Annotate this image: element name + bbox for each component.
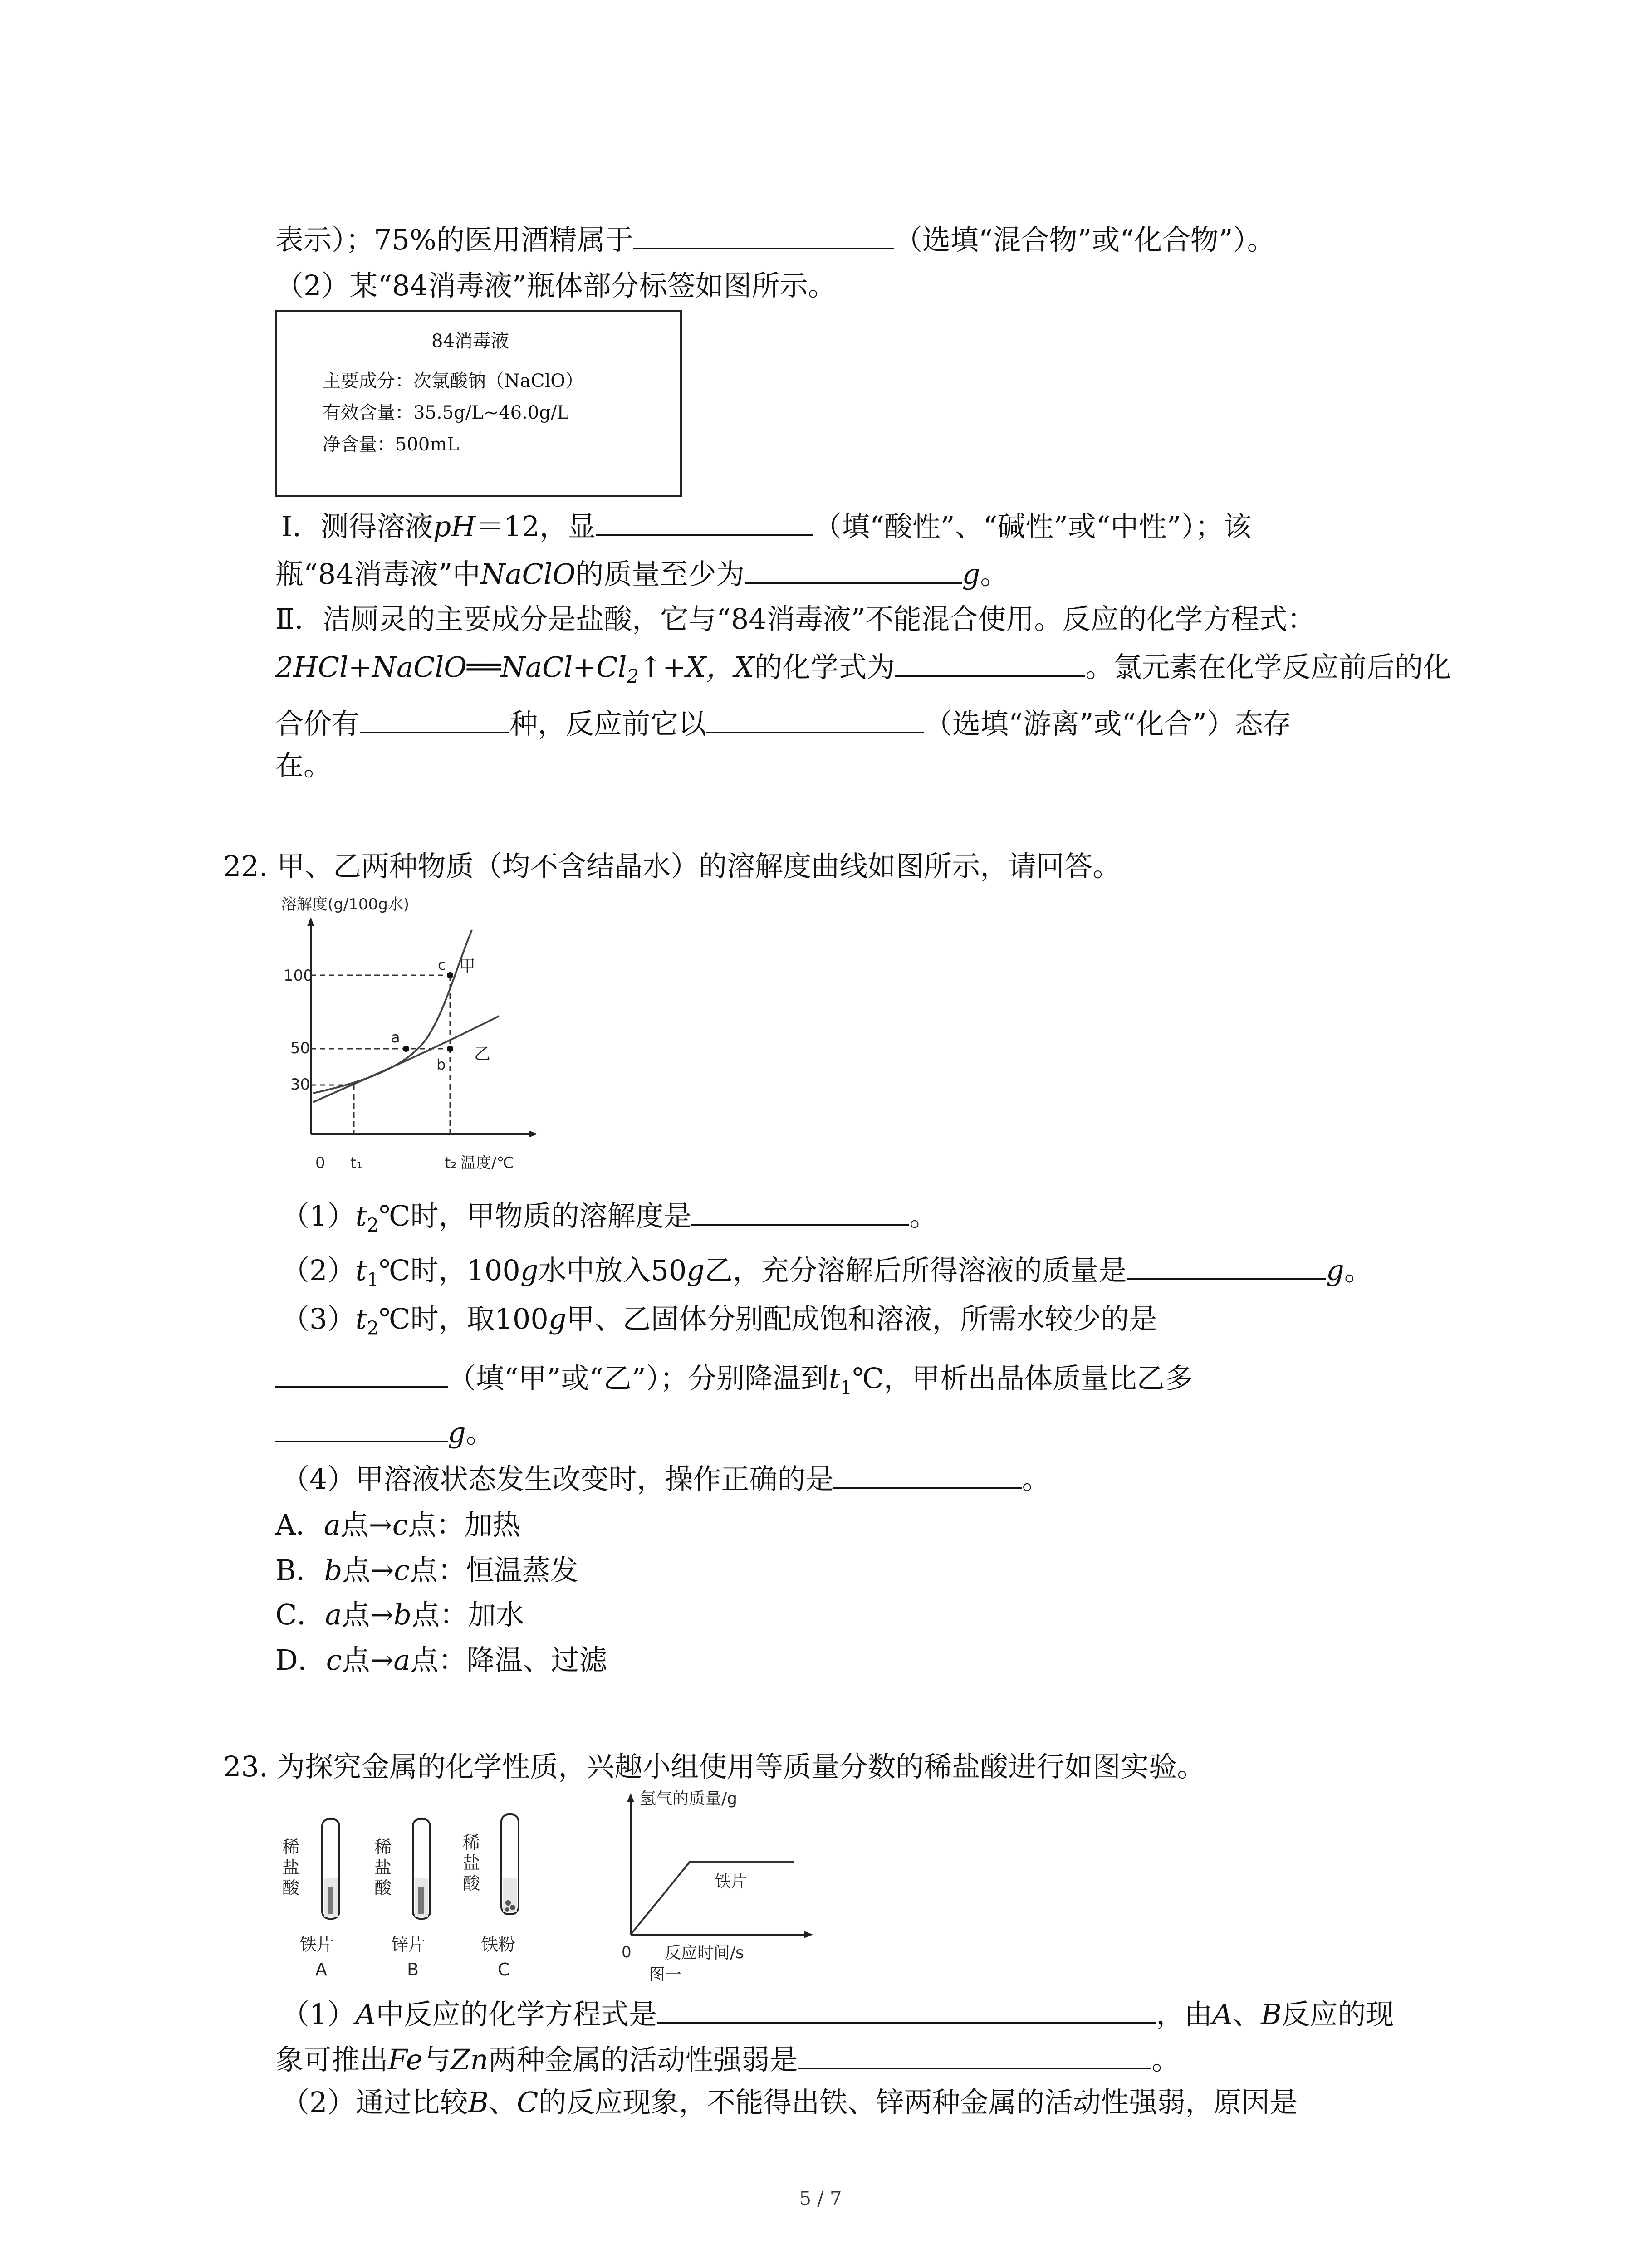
test-tubes-figure — [272, 1810, 544, 1991]
answer-blank[interactable] — [360, 705, 509, 733]
q22-part-4: （4）甲溶液状态发生改变时，操作正确的是 。 — [281, 1461, 1050, 1497]
answer-blank[interactable] — [633, 221, 894, 249]
graph-caption: 图一 — [649, 1965, 682, 1984]
svg-text:盐: 盐 — [374, 1857, 392, 1877]
series-iron-sheet — [631, 1862, 794, 1935]
svg-text:酸: 酸 — [463, 1873, 480, 1893]
iron-sheet — [328, 1887, 333, 1914]
point-c — [447, 972, 453, 978]
q21-part-ii-line-3: 合价有 种，反应前它以 （选填“游离”或“化合”）态存 — [275, 705, 1291, 742]
q22-stem: 22. 甲、乙两种物质（均不含结晶水）的溶解度曲线如图所示，请回答。 — [223, 850, 1121, 883]
tube-b-label: 锌片 — [391, 1935, 426, 1955]
q21-line-1: 表示）；75%的医用酒精属于 （选填“混合物”或“化合物”）。 — [275, 221, 1275, 258]
answer-blank[interactable] — [275, 1360, 448, 1388]
graph-origin: 0 — [622, 1943, 632, 1961]
q22-part-3-line-2: （填“甲”或“乙”）；分别降温到$t_1℃$，甲析出晶体质量比乙多 — [275, 1360, 1193, 1406]
chart-xlabel: 温度/℃ — [460, 1154, 514, 1172]
q22-part-2: $(2)t_1℃$时，100g水中放入50g乙，充分溶解后所得溶液的质量是 g。 — [281, 1252, 1372, 1298]
q22-option-a[interactable]: A．a点→c点：加热 — [275, 1508, 521, 1541]
tick-t2: t₂ — [445, 1154, 457, 1172]
point-a — [403, 1046, 409, 1052]
q21-part-ii-line-2: $2HCl+NaClO══NaCl+Cl_2↑+X$，X的化学式为 。氯元素在化学反应前后的化 — [275, 649, 1451, 694]
label-b: b — [436, 1056, 446, 1073]
tick-30: 30 — [290, 1075, 310, 1094]
graph-ylabel: 氢气的质量/g — [640, 1789, 737, 1808]
q23-part-1-line-2: 象可推出Fe与Zn两种金属的活动性强弱是 。 — [275, 2041, 1180, 2078]
tube-c-label: 铁粉 — [481, 1935, 516, 1955]
answer-blank[interactable] — [706, 705, 924, 733]
svg-text:盐: 盐 — [463, 1853, 480, 1873]
tick-t1: t₁ — [350, 1154, 362, 1172]
tube-a — [282, 1819, 339, 1980]
q21-line-2: （2）某“84消毒液”瓶体部分标签如图所示。 — [275, 269, 836, 302]
answer-blank[interactable] — [691, 1198, 909, 1226]
q22-part-3-line-1: $(3)t_2℃$时，取100g甲、乙固体分别配成饱和溶液，所需水较少的是 — [281, 1302, 1157, 1339]
q22-part-1: $(1)t_2℃$时，甲物质的溶解度是 。 — [281, 1198, 937, 1243]
q23-part-1-line-1: （1）A中反应的化学方程式是 ，由A、B反应的现 — [281, 1996, 1394, 2033]
tick-100: 100 — [284, 967, 313, 985]
curve-jia — [313, 930, 472, 1093]
q21-part-ii-line-4: 在。 — [275, 749, 332, 782]
q21-part-i-line-1: Ⅰ．测得溶液pH＝12，显 （填“酸性”、“碱性”或“中性”）；该 — [281, 508, 1251, 545]
label-jia: 甲 — [459, 957, 476, 976]
point-b — [447, 1046, 453, 1052]
answer-blank[interactable] — [895, 649, 1085, 677]
chart-ylabel: 溶解度(g/100g水) — [281, 895, 410, 914]
tick-50: 50 — [290, 1039, 310, 1057]
tube-a-letter: A — [315, 1960, 327, 1980]
page-number: 5 / 7 — [799, 2187, 842, 2209]
label-line-1: 主要成分：次氯酸钠（NaClO） — [323, 371, 584, 391]
tube-c-letter: C — [498, 1960, 510, 1980]
tube-a-label: 铁片 — [299, 1935, 334, 1955]
disinfectant-label — [275, 310, 682, 497]
answer-blank[interactable] — [745, 556, 962, 584]
q21-part-ii-line-1: Ⅱ．洁厕灵的主要成分是盐酸，它与“84消毒液”不能混合使用。反应的化学方程式： — [275, 602, 1316, 635]
label-line-3: 净含量：500mL — [323, 434, 459, 455]
hydrogen-graph — [599, 1785, 835, 1984]
tube-c — [463, 1814, 519, 1980]
q22-option-b[interactable]: B．b点→c点：恒温蒸发 — [275, 1554, 578, 1587]
answer-blank[interactable] — [657, 1996, 1156, 2024]
label-c: c — [438, 956, 446, 973]
y-axis-arrow — [307, 917, 314, 926]
q22-option-c[interactable]: C．a点→b点：加水 — [275, 1598, 524, 1631]
label-a: a — [391, 1029, 400, 1046]
svg-text:盐: 盐 — [282, 1857, 300, 1877]
tube-b — [374, 1819, 430, 1980]
q23-part-2: （2）通过比较B、C的反应现象，不能得出铁、锌两种金属的活动性强弱，原因是 — [281, 2086, 1298, 2119]
svg-text:酸: 酸 — [374, 1878, 392, 1898]
svg-text:稀: 稀 — [282, 1837, 300, 1857]
svg-text:稀: 稀 — [463, 1833, 480, 1853]
label-line-2: 有效含量：35.5g/L~46.0g/L — [323, 402, 569, 423]
solubility-chart — [272, 889, 554, 1184]
chart-origin: 0 — [315, 1154, 325, 1172]
q22-part-3-line-3: g。 — [275, 1414, 494, 1451]
graph-xlabel: 反应时间/s — [665, 1944, 744, 1962]
answer-blank[interactable] — [833, 1461, 1022, 1489]
svg-text:酸: 酸 — [282, 1878, 300, 1898]
answer-blank[interactable] — [275, 1414, 448, 1442]
answer-blank[interactable] — [1127, 1252, 1326, 1280]
x-axis-arrow — [529, 1130, 538, 1138]
label-title: 84消毒液 — [431, 331, 509, 352]
double-bar-equals: ══ — [467, 650, 501, 684]
q22-option-d[interactable]: D．c点→a点：降温、过滤 — [275, 1643, 607, 1677]
label-yi: 乙 — [474, 1045, 491, 1063]
graph-series-label: 铁片 — [715, 1872, 748, 1891]
q21-part-i-line-2: 瓶“84消毒液”中NaClO的质量至少为 g。 — [275, 556, 1008, 592]
answer-blank[interactable] — [596, 508, 813, 536]
answer-blank[interactable] — [798, 2041, 1151, 2069]
q23-stem: 23. 为探究金属的化学性质，兴趣小组使用等质量分数的稀盐酸进行如图实验。 — [223, 1750, 1205, 1783]
gas-arrow-icon: ↑ — [639, 650, 663, 684]
tube-b-letter: B — [407, 1960, 419, 1980]
zinc-sheet — [418, 1887, 424, 1914]
svg-text:稀: 稀 — [374, 1837, 392, 1857]
